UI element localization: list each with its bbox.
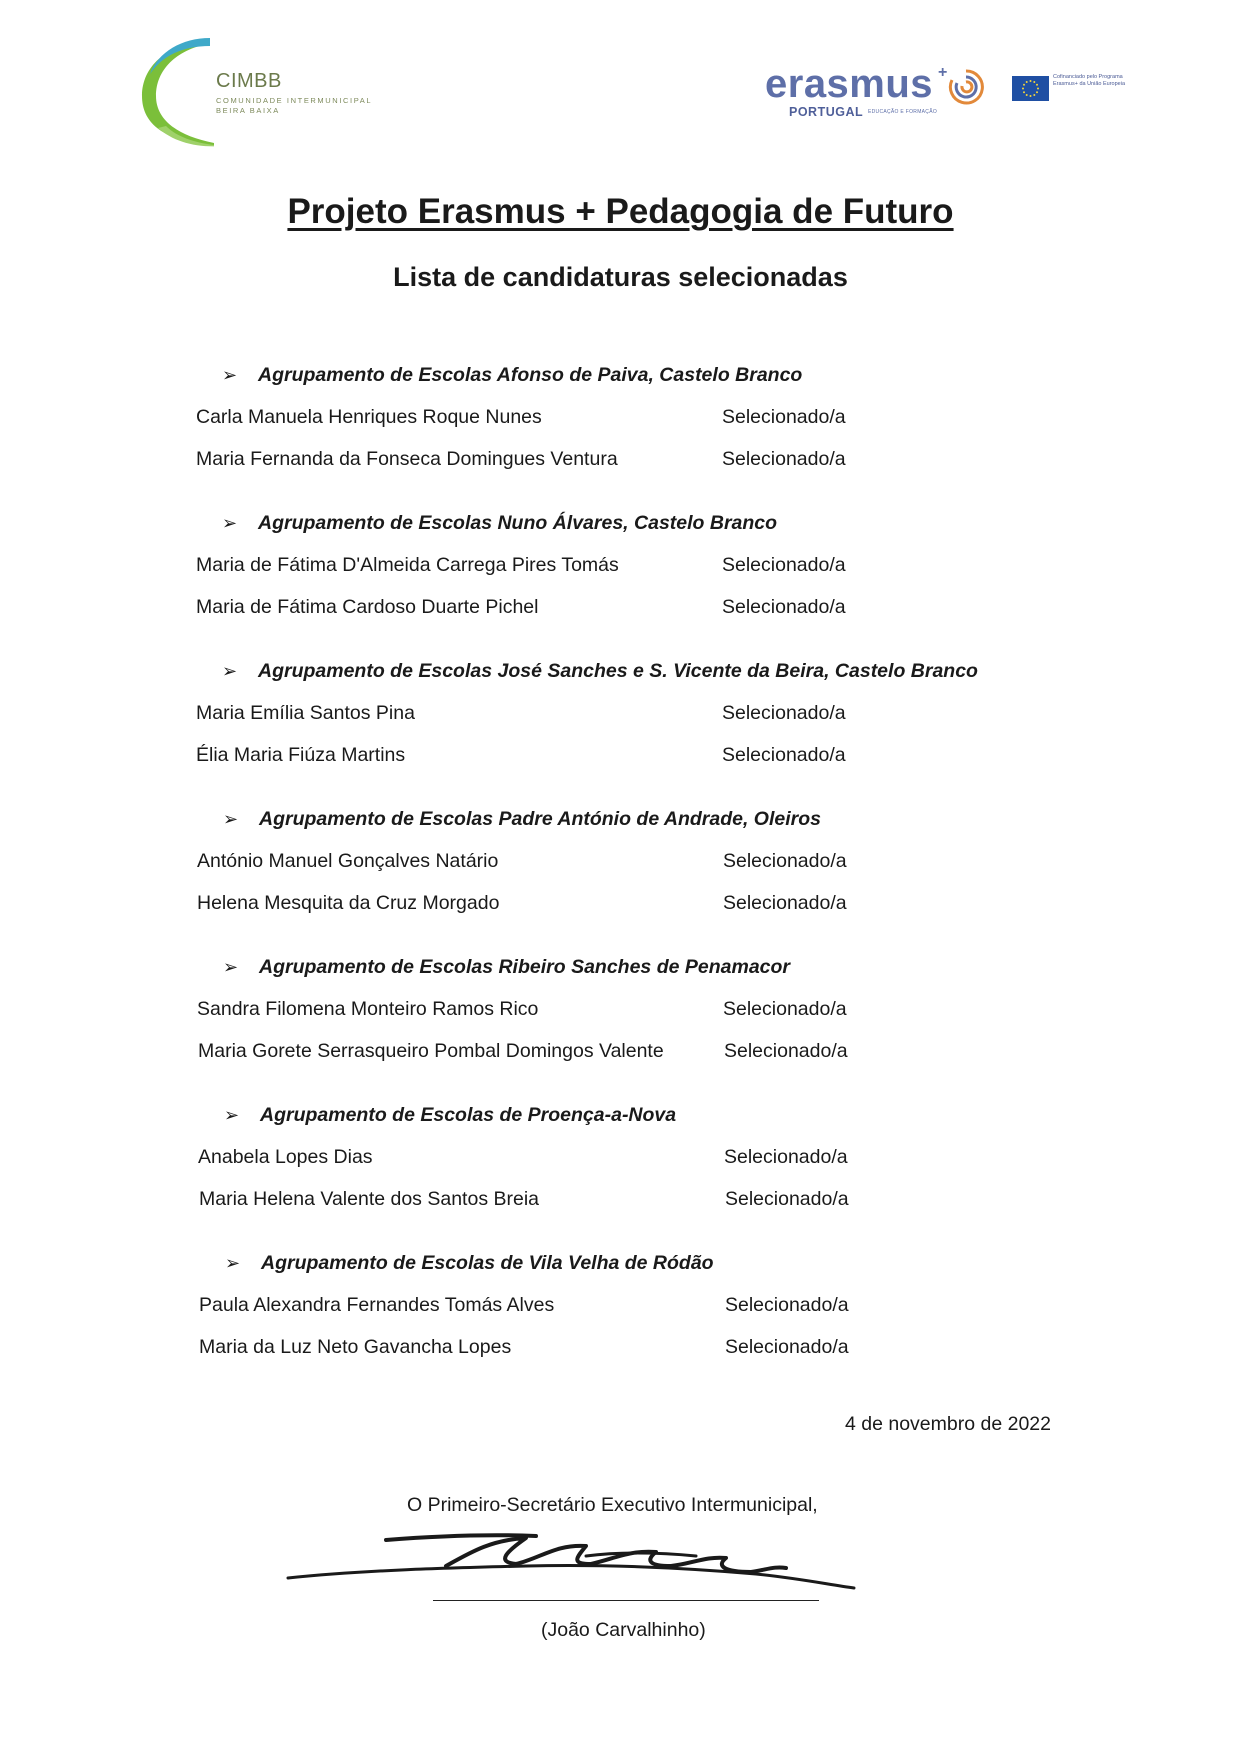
candidate-status: Selecionado/a <box>725 1336 849 1358</box>
school-heading <box>223 808 821 831</box>
school-name: Agrupamento de Escolas Padre António de Andrade, Oleiros <box>259 808 821 830</box>
candidate-status: Selecionado/a <box>725 1188 849 1210</box>
arrow-bullet-icon: ➢ <box>223 809 239 829</box>
candidate-status: Selecionado/a <box>723 998 847 1020</box>
page-title: Projeto Erasmus + Pedagogia de Futuro <box>287 192 954 231</box>
school-name: Agrupamento de Escolas Afonso de Paiva, Castelo Branco <box>258 364 803 386</box>
candidate-status: Selecionado/a <box>722 702 846 724</box>
page-subtitle: Lista de candidaturas selecionadas <box>393 262 848 292</box>
school-heading <box>222 660 978 683</box>
candidate-status: Selecionado/a <box>722 554 846 576</box>
erasmus-logo-country: PORTUGAL <box>789 105 864 119</box>
eu-flag-icon <box>1012 76 1049 101</box>
candidate-name: Maria Emília Santos Pina <box>196 702 415 724</box>
arrow-bullet-icon: ➢ <box>223 957 239 977</box>
school-heading <box>225 1252 714 1275</box>
candidate-status: Selecionado/a <box>723 850 847 872</box>
candidate-status: Selecionado/a <box>724 1040 848 1062</box>
candidate-name: Maria Helena Valente dos Santos Breia <box>199 1188 540 1210</box>
erasmus-logo-tagline: EDUCAÇÃO E FORMAÇÃO <box>868 109 938 115</box>
school-heading <box>222 364 802 387</box>
candidate-name: Maria da Luz Neto Gavancha Lopes <box>199 1336 512 1358</box>
candidate-name: Maria de Fátima D'Almeida Carrega Pires Tomás <box>196 554 619 576</box>
erasmus-logo-plus: + <box>938 64 948 81</box>
eu-cofunding-text: Cofinanciado pelo Programa Erasmus+ da União Europeia <box>1053 74 1125 87</box>
candidate-name: Sandra Filomena Monteiro Ramos Rico <box>197 998 539 1020</box>
arrow-bullet-icon: ➢ <box>225 1253 241 1273</box>
candidate-name: Élia Maria Fiúza Martins <box>196 744 406 766</box>
cimbb-logo <box>138 34 398 152</box>
candidate-status: Selecionado/a <box>722 596 846 618</box>
candidate-name: Maria de Fátima Cardoso Duarte Pichel <box>196 596 539 618</box>
candidate-status: Selecionado/a <box>722 744 846 766</box>
school-heading <box>224 1104 676 1127</box>
school-name: Agrupamento de Escolas José Sanches e S. Vicente da Beira, Castelo Branco <box>258 660 978 682</box>
candidate-status: Selecionado/a <box>722 406 846 428</box>
cimbb-logo-region: BEIRA BAIXA <box>216 106 280 115</box>
erasmus-logo <box>765 64 1005 124</box>
document-date: 4 de novembro de 2022 <box>845 1413 1051 1435</box>
candidate-name: Paula Alexandra Fernandes Tomás Alves <box>199 1294 555 1316</box>
school-name: Agrupamento de Escolas de Proença-a-Nova <box>260 1104 677 1126</box>
candidate-status: Selecionado/a <box>723 892 847 914</box>
arrow-bullet-icon: ➢ <box>224 1105 240 1125</box>
erasmus-swirl-icon <box>947 68 985 106</box>
school-name: Agrupamento de Escolas Nuno Álvares, Castelo Branco <box>258 512 778 534</box>
candidate-status: Selecionado/a <box>725 1294 849 1316</box>
signature-line <box>433 1600 819 1601</box>
candidate-status: Selecionado/a <box>724 1146 848 1168</box>
candidate-name: Anabela Lopes Dias <box>198 1146 373 1168</box>
arrow-bullet-icon: ➢ <box>222 661 238 681</box>
cimbb-logo-name: CIMBB <box>216 70 282 92</box>
erasmus-logo-word: erasmus <box>765 62 934 106</box>
arrow-bullet-icon: ➢ <box>222 365 238 385</box>
candidate-name: Maria Fernanda da Fonseca Domingues Ventura <box>196 448 618 470</box>
arrow-bullet-icon: ➢ <box>222 513 238 533</box>
school-heading <box>223 956 790 979</box>
signer-title: O Primeiro-Secretário Executivo Intermunicipal, <box>407 1494 818 1516</box>
cimbb-logo-subtitle: COMUNIDADE INTERMUNICIPAL <box>216 96 373 105</box>
school-heading <box>222 512 777 535</box>
candidate-name: Maria Gorete Serrasqueiro Pombal Domingos Valente <box>198 1040 664 1062</box>
candidate-name: Helena Mesquita da Cruz Morgado <box>197 892 500 914</box>
signer-name: (João Carvalhinho) <box>541 1619 706 1641</box>
handwritten-signature <box>286 1522 866 1602</box>
candidate-name: Carla Manuela Henriques Roque Nunes <box>196 406 542 428</box>
school-name: Agrupamento de Escolas de Vila Velha de Ródão <box>261 1252 714 1274</box>
cimbb-crescent-icon <box>138 34 214 152</box>
candidate-name: António Manuel Gonçalves Natário <box>197 850 499 872</box>
school-name: Agrupamento de Escolas Ribeiro Sanches de Penamacor <box>259 956 791 978</box>
candidate-status: Selecionado/a <box>722 448 846 470</box>
